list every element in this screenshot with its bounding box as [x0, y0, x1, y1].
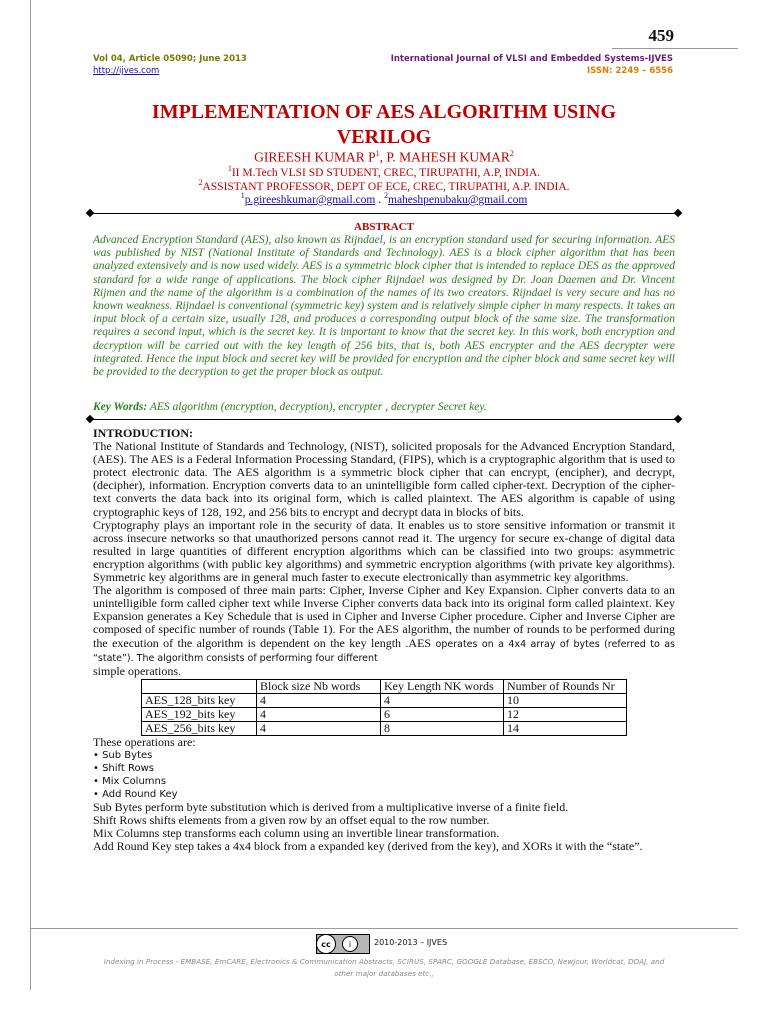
- author-2: , P. MAHESH KUMAR: [379, 149, 510, 165]
- journal-link[interactable]: http://ijves.com: [93, 66, 160, 76]
- table-cell: AES_128_bits key: [142, 693, 257, 707]
- table-row: [142, 721, 627, 735]
- divider-diamond-left: [86, 209, 94, 217]
- table-row: [142, 707, 627, 721]
- operation-sub-bytes: • Sub Bytes: [93, 749, 153, 761]
- author-2-sup: 2: [509, 149, 514, 158]
- intro-paragraph-3: [93, 584, 675, 665]
- p3-text: The algorithm is composed of three main parts: Cipher, Inverse Cipher and Key Expansion. Cipher converts data to an unintelligible form called cipher text while Inverse Cipher converts data back into its original form called plaintext. Key Expansion generates a Key Schedule that is used in Cipher and Inverse Cipher procedure. Cipher and Inverse Cipher are composed of specific number of rounds (Table 1). For the AES algorithm, the number of rounds to be performed during the execution of the algorithm is dependent on the key length .AES: [93, 583, 675, 650]
- intro-paragraph-3-tail: simple operations.: [93, 663, 181, 678]
- divider-diamond-right-2: [674, 415, 682, 423]
- desc-add-round-key: Add Round Key step takes a 4x4 block from a expanded key (derived from the key), and XORs it with the “state”.: [93, 839, 643, 854]
- section-divider-bottom: [90, 419, 678, 420]
- email-1-link[interactable]: p.gireeshkumar@gmail.com: [244, 193, 376, 206]
- section-divider-top: [90, 213, 678, 214]
- table-header-cell: Number of Rounds Nr: [504, 679, 627, 693]
- intro-paragraph-1: The National Institute of Standards and Technology, (NIST), solicited proposals for the Advanced Encryption Standard, (AES). The AES is a Federal Information Processing Standard, (FIPS), which is a cryptographic algorithm that is used to protect electronic data. The AES algorithm is a symmetric block cipher that can encrypt, (encipher), and decrypt, (decipher), information. Encryption converts data to an unintelligible form called cipher-text. Decryption of the cipher-text converts the data back into its original form, which is called plaintext. The AES algorithm is capable of using cryptographic keys of 128, 192, and 256 bits to encrypt and decrypt data in blocks of bits.: [93, 439, 675, 519]
- author-1-sup: 1: [375, 149, 380, 158]
- attribution-icon: i: [342, 936, 358, 952]
- email-2-link[interactable]: maheshpenubaku@gmail.com: [388, 193, 528, 206]
- creative-commons-badge: [316, 934, 370, 954]
- table-header-row: [142, 679, 627, 693]
- issn: ISSN: 2249 – 6556: [587, 66, 673, 76]
- email2-sup: 2: [384, 191, 388, 200]
- table-header-cell: Block size Nb words: [257, 679, 381, 693]
- page-number: 459: [648, 26, 674, 45]
- desc-sub-bytes: Sub Bytes perform byte substitution which is derived from a multiplicative inverse of a finite field.: [93, 799, 569, 814]
- table-cell: 10: [504, 693, 627, 707]
- table-cell: 4: [381, 693, 504, 707]
- abstract-heading: ABSTRACT: [354, 221, 414, 233]
- desc-shift-rows: Shift Rows shifts elements from a given row by an offset equal to the row number.: [93, 812, 490, 827]
- abstract-text: Advanced Encryption Standard (AES), also known as Rijndael, is an encryption standard used for securing information. AES was published by NIST (National Institute of Standards and Technology). AES is a block cipher algorithm that has been analyzed extensively and is now used widely. AES is a symmetric block cipher that is intended to replace DES as the approved standard for a wide range of applications. The block cipher Rijndael was designed by Dr. Joan Daemen and Dr. Vincent Rijmen and the name of the algorithm is a combination of the names of its two creators. Rijndael is very secure and has no known weakness. Rijndael is conventional (symmetric key) system and is relatively simple cipher in many respects. It takes an input block of a certain size, usually 128, and produces a corresponding output block of the same size. The transformation requires a second input, which is the secret key. It is important to know that the secret key. In this work, both encryption and decryption will be carried out with the key length of 256 bits, that is, both AES encrypter and the AES decrypter were integrated. Hence the input block and secret key will be provided for encryption and the cipher block and same secret key will be provided to the decryption to get the proper block as output.: [93, 234, 675, 379]
- introduction-heading: INTRODUCTION:: [93, 426, 194, 440]
- aff1-sup: 1: [227, 164, 232, 173]
- emails: [90, 191, 678, 206]
- keywords: [93, 401, 675, 413]
- table-cell: 4: [257, 707, 381, 721]
- cc-icon: cc: [316, 934, 336, 954]
- footer-rule: [30, 928, 738, 929]
- title-line-2: VERILOG: [336, 126, 432, 148]
- aff2-sup: 2: [198, 178, 203, 187]
- keywords-text: AES algorithm (encryption, decryption), encrypter , decrypter Secret key.: [147, 401, 487, 413]
- email-sep: .: [375, 193, 384, 206]
- p3-mono-text: operates on a 4x4 array of bytes (referred to as “state”). The algorithm consists of performing four different: [93, 638, 675, 664]
- paper-title: [90, 100, 678, 150]
- copyright: 2010-2013 – IJVES: [374, 938, 448, 947]
- table-header-cell: [142, 679, 257, 693]
- table-cell: 12: [504, 707, 627, 721]
- table-cell: AES_256_bits key: [142, 721, 257, 735]
- indexing-note: Indexing in Process - EMBASE, EmCARE, Electronics & Communication Abstracts, SCIRUS, SPARC, GOOGLE Database, EBSCO, NewJour, Worldcat, DOAJ, and other major databases etc.,: [103, 957, 665, 978]
- table-cell: 14: [504, 721, 627, 735]
- volume-info: Vol 04, Article 05090; June 2013: [93, 54, 247, 64]
- table-cell: 4: [257, 693, 381, 707]
- table-cell: 6: [381, 707, 504, 721]
- left-margin-rule: [30, 0, 31, 990]
- desc-mix-columns: Mix Columns step transforms each column using an invertible linear transformation.: [93, 826, 500, 841]
- introduction-section: [93, 427, 675, 853]
- email1-sup: 1: [240, 191, 245, 200]
- table-header-cell: Key Length NK words: [381, 679, 504, 693]
- operations-intro: These operations are:: [93, 734, 196, 749]
- operation-shift-rows: • Shift Rows: [93, 762, 154, 774]
- table-cell: AES_192_bits key: [142, 707, 257, 721]
- rounds-table: [141, 679, 627, 736]
- aff1-text: II M.Tech VLSI SD STUDENT, CREC, TIRUPATHI, A.P, INDIA.: [231, 166, 541, 179]
- operation-add-round-key: • Add Round Key: [93, 788, 178, 800]
- affiliation-1: [90, 164, 678, 179]
- divider-diamond-right: [674, 209, 682, 217]
- title-line-1: IMPLEMENTATION OF AES ALGORITHM USING: [151, 101, 617, 123]
- table-row: [142, 693, 627, 707]
- keywords-label: Key Words:: [93, 401, 148, 413]
- intro-paragraph-2: Cryptography plays an important role in the security of data. It enables us to store sensitive information or transmit it across insecure networks so that unauthorized persons cannot read it. The urgency for secure ex-change of digital data resulted in large quantities of different encryption algorithms which can be classified into two groups: asymmetric encryption algorithms (with public key algorithms) and symmetric encryption algorithms (with private key algorithms). Symmetric key algorithms are in general much faster to execute electronically than asymmetric key algorithms.: [93, 517, 675, 585]
- aff2-text: ASSISTANT PROFESSOR, DEPT OF ECE, CREC, TIRUPATHI, A.P. INDIA.: [202, 180, 570, 193]
- author-1: GIREESH KUMAR P: [254, 149, 376, 165]
- table-cell: 8: [381, 721, 504, 735]
- divider-diamond-left-2: [86, 415, 94, 423]
- operation-mix-columns: • Mix Columns: [93, 775, 167, 787]
- journal-name: International Journal of VLSI and Embedded Systems-IJVES: [390, 54, 673, 64]
- header-rule: [612, 48, 738, 49]
- table-cell: 4: [257, 721, 381, 735]
